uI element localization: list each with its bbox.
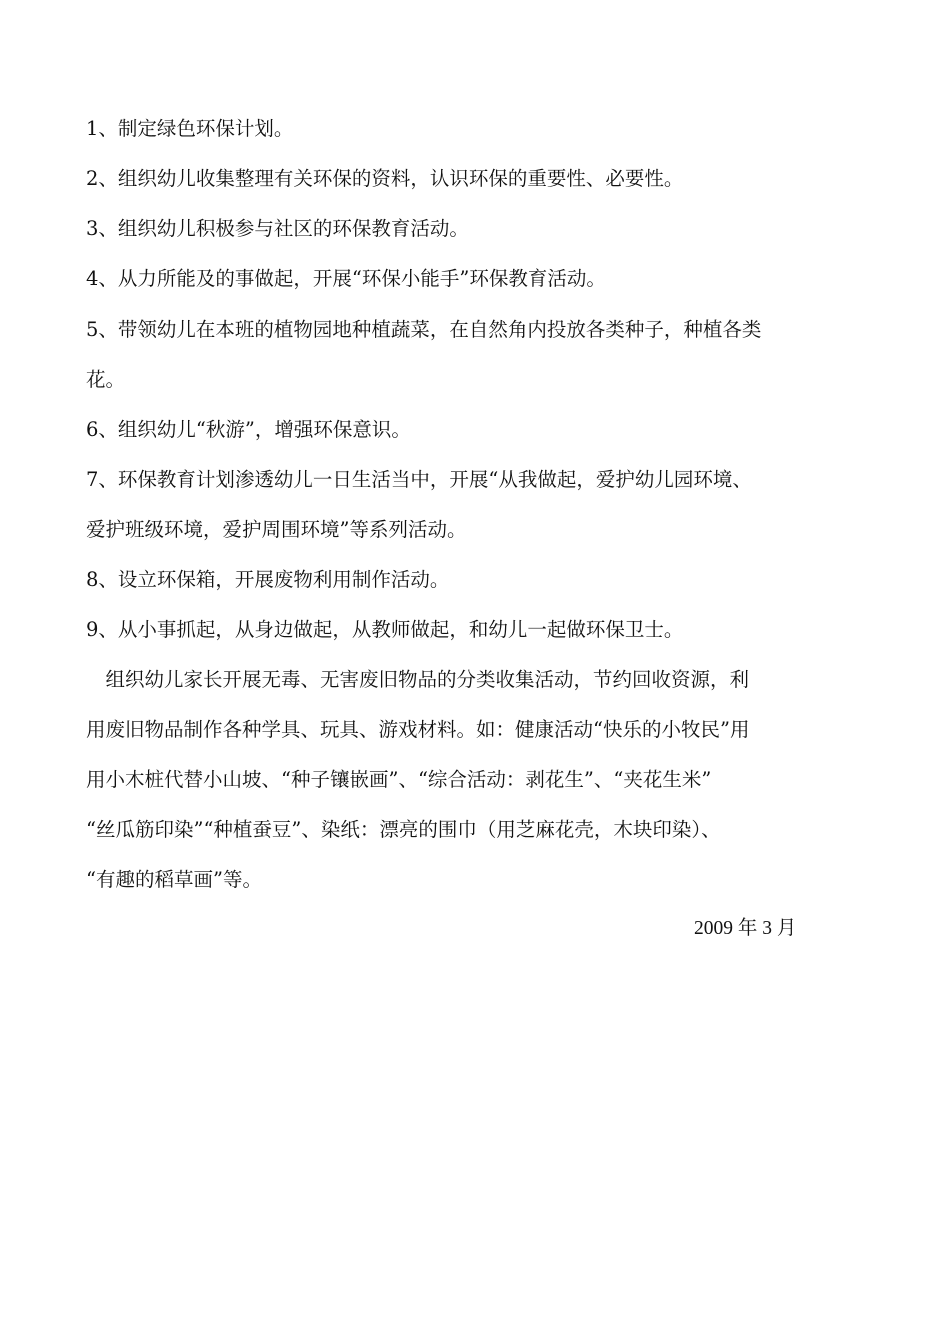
item-7-line-1: 7、环保教育计划渗透幼儿一日生活当中，开展“从我做起，爱护幼儿园环境、 xyxy=(86,468,752,491)
item-6: 6、组织幼儿“秋游”，增强环保意识。 xyxy=(86,418,411,441)
paragraph-line-3: 用小木桩代替小山坡、“种子镶嵌画”、“综合活动：剥花生”、“夹花生米” xyxy=(86,768,712,791)
item-3: 3、组织幼儿积极参与社区的环保教育活动。 xyxy=(86,217,469,240)
item-7-line-2: 爱护班级环境，爱护周围环境”等系列活动。 xyxy=(86,518,467,541)
paragraph-line-5: “有趣的稻草画”等。 xyxy=(86,868,262,891)
item-4: 4、从力所能及的事做起，开展“环保小能手”环保教育活动。 xyxy=(86,267,606,290)
item-2: 2、组织幼儿收集整理有关环保的资料，认识环保的重要性、必要性。 xyxy=(86,167,684,190)
item-9: 9、从小事抓起，从身边做起，从教师做起，和幼儿一起做环保卫士。 xyxy=(86,618,684,641)
document-date: 2009 年 3 月 xyxy=(694,918,797,939)
item-5-line-2: 花。 xyxy=(86,368,126,391)
paragraph-line-1: 组织幼儿家长开展无毒、无害废旧物品的分类收集活动，节约回收资源，利 xyxy=(86,668,750,691)
item-8: 8、设立环保箱，开展废物利用制作活动。 xyxy=(86,568,450,591)
paragraph-line-2: 用废旧物品制作各种学具、玩具、游戏材料。如：健康活动“快乐的小牧民”用 xyxy=(86,718,750,741)
item-5-line-1: 5、带领幼儿在本班的植物园地种植蔬菜，在自然角内投放各类种子，种植各类 xyxy=(86,318,762,341)
paragraph-line-4: “丝瓜筋印染”“种植蚕豆”、染纸：漂亮的围巾（用芝麻花壳，木块印染）、 xyxy=(86,818,721,841)
item-1: 1、制定绿色环保计划。 xyxy=(86,117,294,140)
